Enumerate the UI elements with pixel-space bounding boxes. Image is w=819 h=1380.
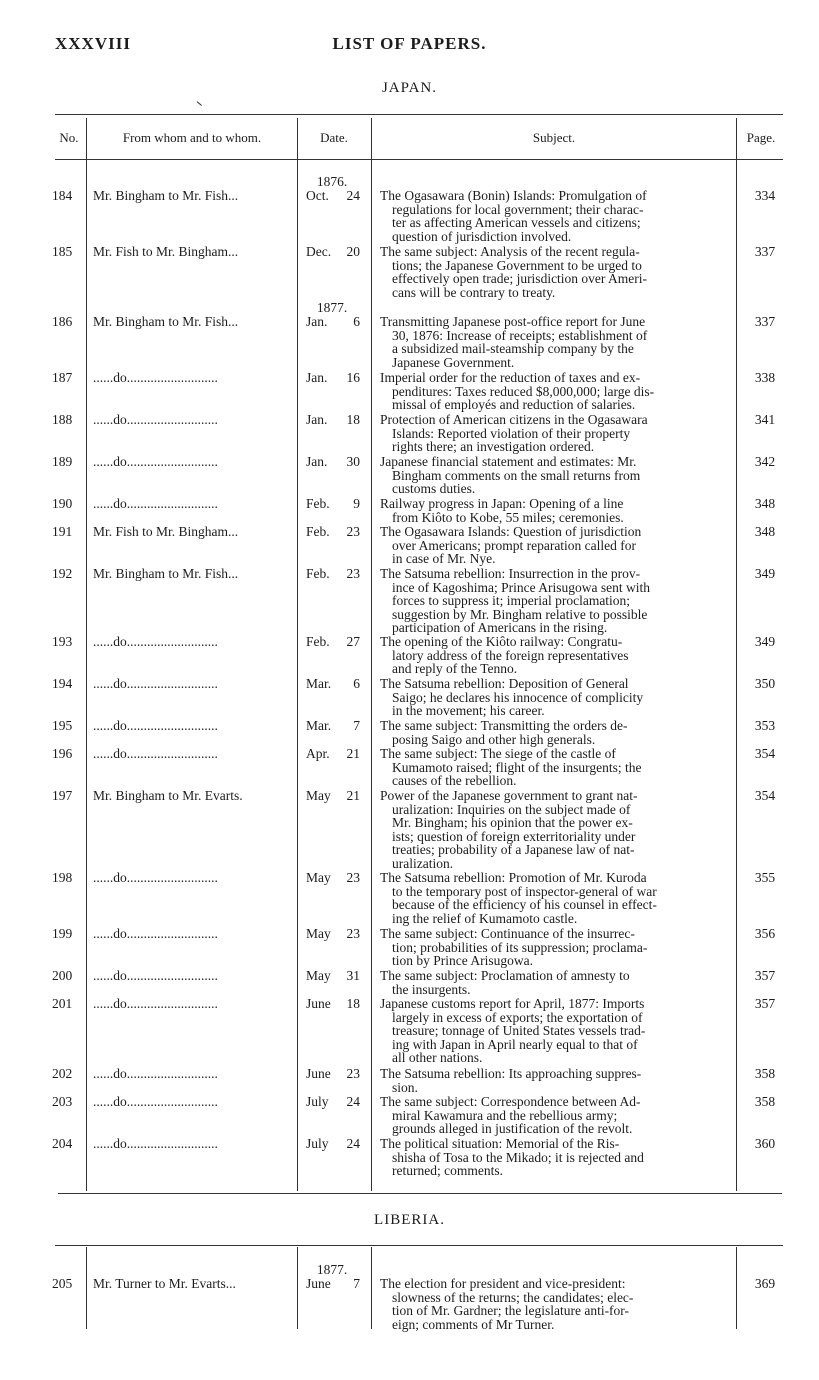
ink-mark [196,101,202,106]
entry-date [300,997,364,1011]
entry-date [300,455,364,469]
subject-line: Japanese customs report for April, 1877: Imports [380,996,645,1011]
entry-year [300,663,364,677]
entry-date [300,719,364,733]
subject-line: treasure; tonnage of United States vessels trad- [392,1023,646,1038]
entry-year [300,1053,364,1067]
table-top-rule [55,114,783,115]
entry-correspondents: ......do........................... [93,969,218,983]
entry-day: 23 [346,926,360,941]
entry-subject [380,1067,728,1094]
entry-date [300,747,364,761]
subject-line: uralization. [392,855,454,871]
entry-correspondents: ......do........................... [93,1095,218,1109]
entry-subject [380,635,728,676]
entry-page-number: 337 [754,244,776,259]
entry-month: June [306,1276,331,1291]
subject-line: effectively open trade; jurisdiction over Ameri- [392,271,648,286]
section-title-japan: JAPAN. [381,80,438,96]
liberia-top-rule [55,1245,783,1246]
subject-line: The same subject: Proclamation of amnesty to [380,968,630,983]
subject-line: in case of Mr. Nye. [392,551,496,566]
entry-correspondents: ......do........................... [93,747,218,761]
entry-page-number: 357 [754,996,776,1011]
entry-page-number: 354 [754,788,776,803]
subject-line: Kumamoto raised; flight of the insurgents; the [392,759,642,775]
entry-correspondents: ......do........................... [93,927,218,941]
entry-number: 205 [52,1276,73,1291]
subject-line: eign; comments of Mr Turner. [392,1316,555,1332]
subject-line: slowness of the returns; the candidates; elec- [392,1289,634,1305]
entry-month: July [306,1136,329,1151]
entry-correspondents: Mr. Bingham to Mr. Fish... [93,189,239,203]
entry-month: May [306,870,331,885]
entry-page-number: 369 [754,1276,776,1291]
entry-number: 191 [52,524,73,539]
subject-line: tions; the Japanese Government to be urged to [392,257,642,273]
entry-correspondents: ......do........................... [93,997,218,1011]
column-header-subject: Subject. [532,130,576,145]
entry-page-number: 354 [754,746,776,761]
subject-line: a subsidized mail-steamship company by the [392,341,634,356]
entry-subject [380,719,728,746]
entry-day: 21 [346,746,360,761]
entry-month: Mar. [306,676,332,691]
entry-date [300,245,364,259]
entry-year [300,1081,364,1095]
entry-year [300,553,364,567]
entry-day: 21 [346,788,360,803]
entry-subject [380,1095,728,1136]
column-divider [86,1247,87,1329]
entry-page-number: 349 [754,634,776,649]
entry-page-number: 334 [754,188,776,203]
subject-line: largely in excess of exports; the exportation of [392,1009,643,1025]
entry-month: May [306,788,331,803]
entry-correspondents: Mr. Bingham to Mr. Fish... [93,315,239,329]
subject-line: Imperial order for the reduction of taxes and ex- [380,370,641,385]
subject-line: participation of Americans in the rising. [392,620,608,635]
entry-month: Feb. [306,634,330,649]
entry-month: Jan. [306,454,328,469]
entry-correspondents: ......do........................... [93,635,218,649]
subject-line: and reply of the Tenno. [392,661,518,676]
section-title-liberia: LIBERIA. [374,1212,445,1228]
entry-page-number: 350 [754,676,776,691]
subject-line: forces to suppress it; imperial proclamation; [392,593,631,608]
subject-line: The Satsuma rebellion: Its approaching suppres- [380,1066,642,1081]
entry-number: 196 [52,746,73,761]
entry-month: June [306,996,331,1011]
entry-number: 201 [52,996,73,1011]
entry-date [300,1095,364,1109]
entry-subject [380,997,728,1065]
subject-line: ing with Japan in April nearly equal to that of [392,1036,638,1052]
subject-line: posing Saigo and other high generals. [392,731,596,747]
entry-correspondents: Mr. Turner to Mr. Evarts... [93,1277,236,1291]
entry-day: 16 [346,370,360,385]
subject-line: ince of Kagoshima; Prince Arisugowa sent with [392,579,650,595]
entry-number: 200 [52,968,73,983]
entry-year [300,705,364,719]
subject-line: The Satsuma rebellion: Insurrection in the prov- [380,566,641,581]
entry-page-number: 358 [754,1066,776,1081]
entry-page-number: 358 [754,1094,776,1109]
entry-number: 193 [52,634,73,649]
subject-line: The opening of the Kiôto railway: Congratu- [380,634,623,649]
subject-line: Protection of American citizens in the Ogasawara [380,412,648,427]
entry-page-number: 356 [754,926,776,941]
entry-page-number: 355 [754,870,776,885]
entry-month: Feb. [306,496,330,511]
subject-line: miral Kawamura and the rebellious army; [392,1107,618,1123]
entry-date [300,635,364,649]
entry-month: Mar. [306,718,332,733]
entry-subject [380,789,728,870]
column-header-from: From whom and to whom. [122,130,262,145]
entry-month: Dec. [306,244,332,259]
entry-month: Feb. [306,566,330,581]
entry-correspondents: ......do........................... [93,719,218,733]
subject-line: ists; question of foreign exterritoriality under [392,828,636,844]
entry-subject [380,927,728,968]
entry-correspondents: ......do........................... [93,677,218,691]
subject-line: Japanese financial statement and estimates: Mr. [380,454,637,469]
subject-line: Railway progress in Japan: Opening of a line [380,496,624,511]
entry-year [300,399,364,413]
entry-date [300,677,364,691]
entry-number: 190 [52,496,73,511]
entry-number: 187 [52,370,73,385]
subject-line: grounds alleged in justification of the revolt. [392,1121,633,1136]
subject-line: Bingham comments on the small returns from [392,467,641,483]
entry-date [300,567,364,581]
column-divider [736,1247,737,1329]
subject-line: Mr. Bingham; his opinion that the power ex- [392,815,633,830]
entry-subject [380,1277,728,1331]
column-divider [297,118,298,1191]
entry-date [300,927,364,941]
subject-line: Japanese Government. [392,354,515,370]
entry-day: 27 [346,634,360,649]
subject-line: treaties; probability of a Japanese law of nat- [392,842,635,857]
entry-page-number: 341 [754,412,776,427]
subject-line: The same subject: Correspondence between Ad- [380,1094,641,1109]
entry-number: 186 [52,314,73,329]
entry-year [300,955,364,969]
subject-line: The same subject: Transmitting the orders de- [380,718,628,733]
entry-page-number: 338 [754,370,776,385]
entry-page-number: 342 [754,454,776,469]
entry-subject [380,969,728,996]
column-divider [736,118,737,1191]
subject-line: sion. [392,1079,418,1095]
entry-day: 20 [346,244,360,259]
entry-subject [380,871,728,925]
subject-line: because of the efficiency of his counsel in effect- [392,897,657,912]
entry-number: 197 [52,788,73,803]
entry-number: 204 [52,1136,73,1151]
entry-month: July [306,1094,329,1109]
entry-year [300,621,364,635]
entry-year [300,775,364,789]
column-header-no: No. [59,130,79,145]
entry-year [300,231,364,245]
entry-year [300,511,364,525]
entry-date [300,174,364,203]
entry-date [300,497,364,511]
entry-correspondents: Mr. Bingham to Mr. Fish... [93,567,239,581]
entry-page-number: 349 [754,566,776,581]
subject-line: penditures: Taxes reduced $8,000,000; large dis- [392,383,655,399]
entry-subject [380,525,728,566]
subject-line: The same subject: Analysis of the recent regula- [380,244,640,259]
entry-date [300,525,364,539]
entry-month: Jan. [306,370,328,385]
entry-month: Jan. [306,412,328,427]
entry-month: Jan. [306,314,328,329]
entry-subject [380,245,728,299]
entry-date [300,969,364,983]
entry-subject [380,1137,728,1178]
entry-subject [380,497,728,524]
entry-page-number: 357 [754,968,776,983]
entry-day: 24 [346,1094,360,1109]
subject-line: Power of the Japanese government to grant nat- [380,788,638,803]
entry-day: 18 [346,412,360,427]
entry-number: 189 [52,454,73,469]
entry-day: 7 [353,1276,360,1291]
subject-line: latory address of the foreign representatives [392,647,629,663]
subject-line: ing the relief of Kumamoto castle. [392,910,578,926]
entry-year [300,733,364,747]
column-header-date: Date. [320,130,348,145]
entry-date [300,413,364,427]
entry-month: Apr. [306,746,330,761]
entry-year: 1877. [316,1262,348,1277]
entry-number: 194 [52,676,73,691]
entry-date [300,789,364,803]
entry-page-number: 348 [754,524,776,539]
subject-line: Islands: Reported violation of their property [392,425,631,441]
entry-correspondents: Mr. Fish to Mr. Bingham... [93,525,239,539]
subject-line: in the movement; his career. [392,703,545,718]
entry-correspondents: ......do........................... [93,871,218,885]
entry-day: 7 [353,718,360,733]
column-divider [86,118,87,1191]
entry-date [300,371,364,385]
entry-correspondents: Mr. Bingham to Mr. Evarts. [93,789,243,803]
entry-page-number: 360 [754,1136,776,1151]
entry-correspondents: ......do........................... [93,1067,218,1081]
entry-day: 23 [346,870,360,885]
entry-number: 203 [52,1094,73,1109]
subject-line: cans will be contrary to treaty. [392,284,556,300]
entry-day: 23 [346,524,360,539]
entry-number: 199 [52,926,73,941]
subject-line: question of jurisdiction involved. [392,228,572,244]
entry-day: 31 [346,968,360,983]
subject-line: Saigo; he declares his innocence of complicity [392,689,644,705]
entry-number: 195 [52,718,73,733]
entry-year [300,357,364,371]
entry-year [300,483,364,497]
subject-line: Transmitting Japanese post-office report for June [380,314,646,329]
entry-month: Feb. [306,524,330,539]
entry-number: 184 [52,188,73,203]
entry-page-number: 348 [754,496,776,511]
subject-line: 30, 1876: Increase of receipts; establishment of [392,327,648,343]
subject-line: over Americans; prompt reparation called for [392,537,637,553]
entry-correspondents: ......do........................... [93,497,218,511]
column-divider [371,118,372,1191]
subject-line: The Ogasawara Islands: Question of jurisdiction [380,524,642,539]
entry-day: 6 [353,314,360,329]
entry-page-number: 353 [754,718,776,733]
entry-number: 198 [52,870,73,885]
entry-correspondents: Mr. Fish to Mr. Bingham... [93,245,239,259]
subject-line: shisha of Tosa to the Mikado; it is rejected and [392,1149,644,1165]
table-bottom-rule [58,1193,782,1194]
entry-subject [380,455,728,496]
subject-line: from Kiôto to Kobe, 55 miles; ceremonies. [392,509,624,525]
subject-line: The Satsuma rebellion: Deposition of General [380,676,629,691]
entry-subject [380,371,728,412]
entry-subject [380,747,728,788]
entry-subject [380,315,728,369]
subject-line: tion of Mr. Gardner; the legislature anti-for- [392,1303,630,1318]
entry-correspondents: ......do........................... [93,371,218,385]
entry-year [300,983,364,997]
entry-month: May [306,968,331,983]
entry-date [300,1137,364,1151]
column-divider [297,1247,298,1329]
entry-year: 1877. [316,300,348,315]
header-bottom-rule [55,159,783,160]
entry-date [300,300,364,329]
entry-correspondents: ......do........................... [93,455,218,469]
entry-subject [380,567,728,635]
subject-line: The election for president and vice-president: [380,1276,626,1291]
entry-month: June [306,1066,331,1081]
subject-line: rights there; an investigation ordered. [392,439,595,454]
subject-line: The Ogasawara (Bonin) Islands: Promulgation of [380,188,647,203]
entry-correspondents: ......do........................... [93,413,218,427]
subject-line: The same subject: Continuance of the insurrec- [380,926,635,941]
entry-year: 1876. [316,174,348,189]
entry-subject [380,413,728,454]
subject-line: ter as affecting American vessels and citizens; [392,215,641,230]
subject-line: to the temporary post of inspector-general of war [392,883,657,899]
entry-number: 192 [52,566,73,581]
subject-line: causes of the rebellion. [392,773,517,788]
subject-line: suggestion by Mr. Bingham relative to possible [392,606,648,622]
subject-line: regulations for local government; their charac- [392,201,644,217]
entry-date [300,1067,364,1081]
entry-number: 185 [52,244,73,259]
subject-line: The political situation: Memorial of the Ris- [380,1136,620,1151]
entry-day: 9 [353,496,360,511]
entry-day: 24 [346,188,360,203]
entry-day: 30 [346,454,360,469]
subject-line: tion; probabilities of its suppression; proclama- [392,939,648,955]
entry-day: 23 [346,566,360,581]
entry-day: 24 [346,1136,360,1151]
entry-subject [380,677,728,718]
entry-day: 18 [346,996,360,1011]
subject-line: missal of employés and reduction of salaries. [392,397,636,412]
entry-month: Oct. [306,188,329,203]
entry-date [300,1262,364,1291]
entry-month: May [306,926,331,941]
page-title: LIST OF PAPERS. [332,34,487,53]
subject-line: The same subject: The siege of the castle of [380,746,616,761]
entry-day: 23 [346,1066,360,1081]
column-header-page: Page. [746,130,776,145]
entry-page-number: 337 [754,314,776,329]
column-divider [371,1247,372,1329]
subject-line: uralization: Inquiries on the subject made of [392,801,631,817]
entry-date [300,871,364,885]
entry-day: 6 [353,676,360,691]
entry-year [300,913,364,927]
subject-line: The Satsuma rebellion: Promotion of Mr. Kuroda [380,870,647,885]
entry-number: 202 [52,1066,73,1081]
entry-year [300,1123,364,1137]
entry-year [300,857,364,871]
subject-line: tion by Prince Arisugowa. [392,953,533,968]
page-number-roman: XXXVIII [55,34,131,53]
subject-line: all other nations. [392,1050,483,1065]
subject-line: the insurgents. [392,981,471,997]
entry-number: 188 [52,412,73,427]
entry-correspondents: ......do........................... [93,1137,218,1151]
entry-year [300,441,364,455]
subject-line: returned; comments. [392,1163,503,1178]
subject-line: customs duties. [392,481,476,496]
entry-subject [380,189,728,243]
